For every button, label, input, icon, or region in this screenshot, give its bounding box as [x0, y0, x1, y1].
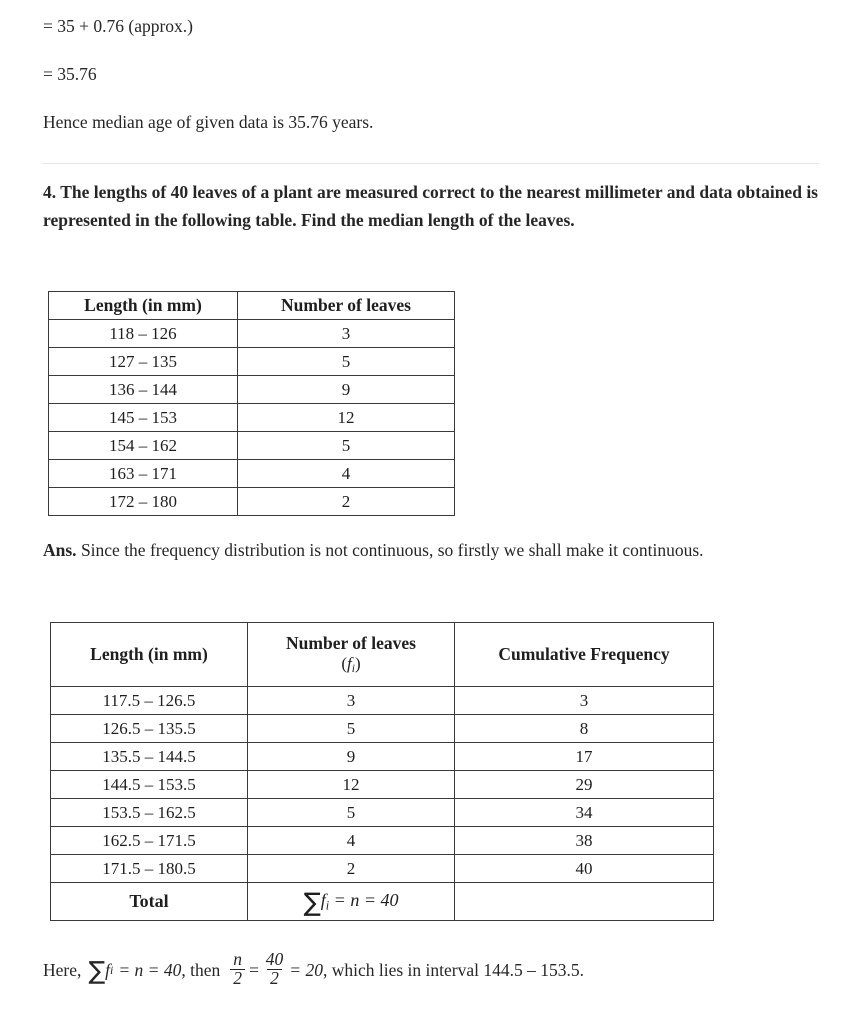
cell-length: 163 – 171	[49, 460, 238, 488]
cell-frequency: 9	[248, 743, 455, 771]
table-raw-distribution	[48, 291, 455, 516]
column-header-frequency-symbol: $(f_i)$	[341, 654, 361, 676]
answer-body: Since the frequency distribution is not continuous, so firstly we shall make it continuous.	[80, 540, 704, 560]
table-row	[49, 404, 455, 432]
cell-frequency: 5	[248, 715, 455, 743]
column-header-length: Length (in mm)	[49, 292, 238, 320]
closing-eq-1: =	[247, 959, 260, 980]
cell-length: 154 – 162	[49, 432, 238, 460]
fraction-denominator: 2	[267, 969, 282, 988]
table-row	[49, 320, 455, 348]
column-header-cumulative-frequency: Cumulative Frequency	[455, 623, 714, 687]
cell-total-cumulative	[455, 883, 714, 921]
cell-cumulative: 8	[455, 715, 714, 743]
cell-length: 135.5 – 144.5	[51, 743, 248, 771]
cell-leaves: 4	[238, 460, 455, 488]
table-row	[51, 799, 714, 827]
cell-cumulative: 38	[455, 827, 714, 855]
cell-length: 136 – 144	[49, 376, 238, 404]
cell-total-sum: $\sum f_i = n = 40$	[248, 883, 455, 921]
cell-length: 153.5 – 162.5	[51, 799, 248, 827]
calc-line-1: = 35 + 0.76 (approx.)	[43, 16, 193, 36]
question-body: The lengths of 40 leaves of a plant are measured correct to the nearest millimeter and data obtained is represented in the following table. Find the median length of the leaves.	[43, 182, 818, 231]
cell-leaves: 5	[238, 432, 455, 460]
fraction-numerator: n	[233, 949, 242, 969]
cell-total-label: Total	[51, 883, 248, 921]
closing-eq-2: = 20	[289, 959, 323, 980]
table-row	[49, 432, 455, 460]
table-row	[51, 743, 714, 771]
cell-cumulative: 17	[455, 743, 714, 771]
closing-math-line: Here, ∑ f i = n = 40 , then $\frac{n}{2}$ = $\frac{40}{2}$ = 20 , which lies in interval 144.5 – 153.5.	[43, 949, 584, 988]
cell-cumulative: 3	[455, 687, 714, 715]
cell-length: 127 – 135	[49, 348, 238, 376]
cell-length: 171.5 – 180.5	[51, 855, 248, 883]
table-row	[49, 348, 455, 376]
cell-cumulative: 34	[455, 799, 714, 827]
table-row	[49, 460, 455, 488]
closing-comma-then: , then	[181, 959, 221, 980]
table-row	[51, 687, 714, 715]
cell-cumulative: 40	[455, 855, 714, 883]
question-number: 4.	[43, 182, 57, 202]
answer-paragraph	[43, 536, 818, 564]
table-row-header	[49, 292, 455, 320]
cell-leaves: 9	[238, 376, 455, 404]
cell-length: 126.5 – 135.5	[51, 715, 248, 743]
answer-label: Ans.	[43, 540, 77, 560]
table-row-header	[51, 623, 714, 687]
fraction-n-over-2	[230, 951, 245, 988]
closing-prefix: Here,	[43, 959, 82, 980]
cell-frequency: 2	[248, 855, 455, 883]
cell-leaves: 5	[238, 348, 455, 376]
column-header-length: Length (in mm)	[51, 623, 248, 687]
table-row	[49, 376, 455, 404]
cell-leaves: 12	[238, 404, 455, 432]
fraction-numerator: 40	[265, 949, 284, 969]
cell-length: 144.5 – 153.5	[51, 771, 248, 799]
cell-leaves: 2	[238, 488, 455, 516]
table-row	[49, 488, 455, 516]
cell-leaves: 3	[238, 320, 455, 348]
table-row	[51, 827, 714, 855]
table-continuous-distribution	[50, 622, 714, 921]
cell-frequency: 12	[248, 771, 455, 799]
cell-length: 117.5 – 126.5	[51, 687, 248, 715]
cell-length: 118 – 126	[49, 320, 238, 348]
fraction-denominator: 2	[230, 969, 245, 988]
table-row-total	[51, 883, 714, 921]
cell-frequency: 4	[248, 827, 455, 855]
question-4-text	[43, 178, 818, 235]
column-header-frequency-main: Number of leaves	[286, 633, 416, 654]
column-header-leaves: Number of leaves	[238, 292, 455, 320]
cell-frequency: 5	[248, 799, 455, 827]
table-row	[51, 855, 714, 883]
closing-f: f	[105, 959, 111, 980]
column-header-frequency	[248, 623, 455, 687]
cell-frequency: 3	[248, 687, 455, 715]
closing-tail: , which lies in interval 144.5 – 153.5.	[322, 959, 584, 980]
table-row	[51, 715, 714, 743]
cell-cumulative: 29	[455, 771, 714, 799]
section-divider	[42, 163, 819, 164]
table-row-median-class	[51, 771, 714, 799]
cell-length: 145 – 153	[49, 404, 238, 432]
cell-length: 162.5 – 171.5	[51, 827, 248, 855]
cell-length: 172 – 180	[49, 488, 238, 516]
calc-line-2: = 35.76	[43, 64, 97, 84]
closing-f-subscript: i	[110, 962, 114, 977]
closing-equals-n: = n = 40	[118, 959, 182, 980]
fraction-40-over-2	[263, 951, 287, 988]
conclusion-line: Hence median age of given data is 35.76 years.	[43, 112, 374, 132]
